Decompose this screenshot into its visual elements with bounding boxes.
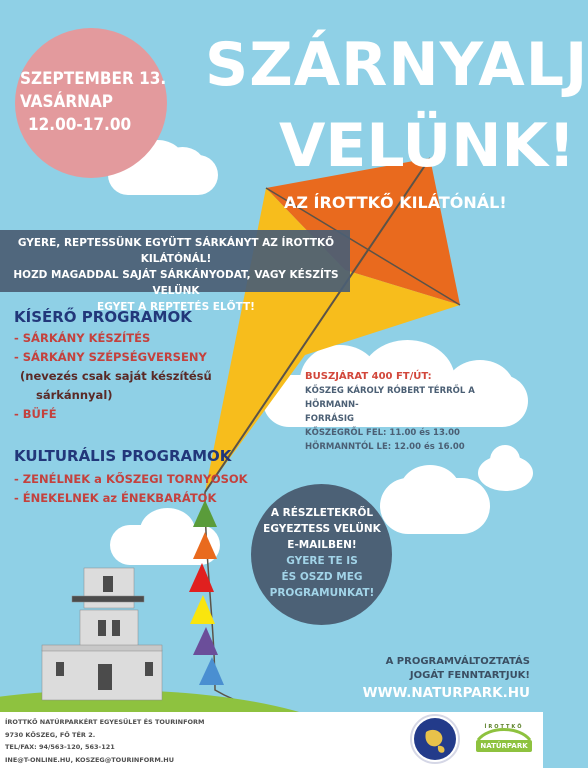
program-change-notice [330, 655, 530, 683]
kulturalis-title: KULTURÁLIS PROGRAMOK [14, 447, 232, 465]
footer-org: ÍROTTKŐ NATÚRPARKÉRT EGYESÜLET ÉS TOURINFORM [5, 718, 205, 726]
bus-departure-down: HÖRMANNTÓL LE: 12.00 és 16.00 [305, 442, 465, 452]
globe-icon [414, 718, 456, 760]
event-date [20, 68, 170, 137]
contact-line-6: PROGRAMUNKAT! [269, 587, 375, 599]
intro-text [6, 235, 346, 315]
kisero-item: - SÁRKÁNY KÉSZÍTÉS [14, 331, 151, 345]
date-line-2: VASÁRNAP [20, 92, 113, 112]
event-subtitle: AZ ÍROTTKŐ KILÁTÓNÁL! [284, 193, 507, 212]
notice-line-1: A PROGRAMVÁLTOZTATÁS [385, 656, 530, 667]
contact-line-5: ÉS OSZD MEG [281, 571, 363, 583]
intro-line-1: GYERE, REPTESSÜNK EGYÜTT SÁRKÁNYT AZ ÍROTTKŐ KILÁTÓNÁL! [17, 237, 335, 265]
bus-route-line-2: FORRÁSIG [305, 414, 354, 424]
notice-line-2: JOGÁT FENNTARTJUK! [409, 670, 530, 681]
kisero-item-note: sárkánnyal) [36, 388, 113, 402]
contact-line-1: A RÉSZLETEKRŐL [270, 507, 374, 519]
footer-address: 9730 KŐSZEG, FŐ TÉR 2. [5, 730, 96, 739]
kulturalis-item: - ZENÉLNEK a KŐSZEGI TORNYOSOK [14, 472, 248, 486]
date-line-1: SZEPTEMBER 13. [20, 69, 167, 89]
tail-flag-red [189, 563, 214, 592]
tail-flag-orange [193, 532, 217, 559]
kulturalis-item: - ÉNEKELNEK az ÉNEKBARÁTOK [14, 491, 217, 505]
kisero-section [14, 308, 254, 424]
naturpark-logo-top-text: ÍROTTKŐ [484, 724, 524, 730]
intro-line-2: HOZD MAGADDAL SAJÁT SÁRKÁNYODAT, VAGY KÉSZÍTS VELÜNK [13, 269, 339, 297]
website-link[interactable]: WWW.NATURPARK.HU [362, 685, 530, 701]
kulturalis-section [14, 447, 254, 508]
bus-info [305, 370, 515, 454]
tail-flag-blue [199, 657, 224, 685]
footer-email[interactable]: INE@T-ONLINE.HU, KOSZEG@TOURINFORM.HU [5, 755, 174, 764]
tourinform-globe-logo [414, 718, 456, 760]
kisero-item: - SÁRKÁNY SZÉPSÉGVERSENY [14, 350, 207, 364]
kisero-item-note: (nevezés csak saját készítésű [20, 369, 212, 383]
footer-phone: TEL/FAX: 94/563-120, 563-121 [5, 743, 115, 751]
contact-line-2: EGYEZTESS VELÜNK [263, 523, 381, 535]
bus-route-line-1: KŐSZEG KÁROLY RÓBERT TÉRRŐL A HÖRMANN- [305, 386, 475, 410]
naturpark-logo-name: NATÚRPARK [480, 742, 528, 750]
bus-departure-up: KŐSZEGRŐL FEL: 11.00 és 13.00 [305, 428, 460, 438]
kisero-item: - BÜFÉ [14, 407, 57, 421]
naturpark-logo [474, 722, 534, 756]
tail-flag-purple [193, 627, 218, 655]
title-line-1: SZÁRNYALJ [205, 30, 588, 100]
contact-line-4: GYERE TE IS [286, 555, 358, 567]
contact-text [255, 505, 389, 601]
contact-line-3: E-MAILBEN! [287, 539, 357, 551]
title-line-2: VELÜNK! [279, 111, 576, 181]
intro-line-3: EGYET A REPTETÉS ELŐTT! [97, 301, 255, 313]
bus-title: BUSZJÁRAT 400 FT/ÚT: [305, 371, 432, 382]
footer-contact [5, 716, 285, 766]
kisero-title: KÍSÉRŐ PROGRAMOK [14, 308, 192, 326]
date-line-3: 12.00-17.00 [28, 115, 132, 135]
